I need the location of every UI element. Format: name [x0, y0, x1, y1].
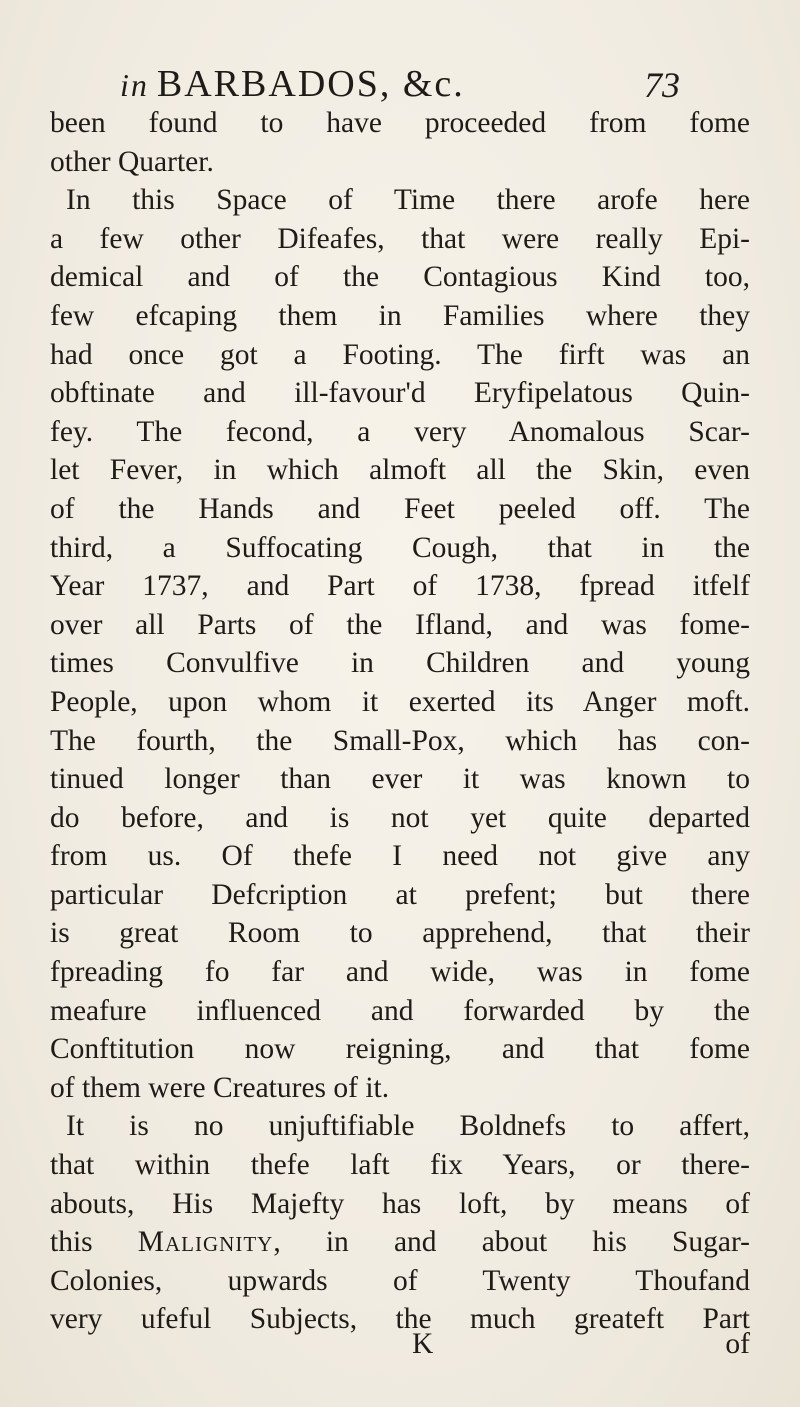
text-line: third, a Suffocating Cough, that in the	[50, 531, 750, 564]
running-head-text: BARBADOS, &c.	[156, 63, 465, 105]
text-line: abouts, His Majefty has loft, by means of	[50, 1187, 750, 1220]
text-line: meafure influenced and forwarded by the	[50, 994, 750, 1027]
text-line: Colonies, upwards of Twenty Thoufand	[50, 1264, 750, 1297]
text-line: The fourth, the Small-Pox, which has con-	[50, 724, 750, 757]
body-text	[50, 104, 750, 1339]
catchword: of	[725, 1328, 750, 1360]
text-line: times Convulfive in Children and young	[50, 647, 750, 680]
text-line-malignity	[50, 1223, 750, 1262]
text-line: fey. The fecond, a very Anomalous Scar-	[50, 415, 750, 448]
text-line: obftinate and ill-favour'd Eryfipelatous Quin-	[50, 377, 750, 410]
emphasis-malignity: Malignity	[137, 1226, 274, 1259]
page-number: 73	[644, 65, 680, 105]
text-line: It is no unjuftifiable Boldnefs to affert,	[66, 1110, 750, 1143]
signature-mark: K	[412, 1328, 434, 1360]
text-line: over all Parts of the Ifland, and was fome-	[50, 608, 750, 641]
text-line: fpreading fo far and wide, was in fome	[50, 956, 750, 989]
text-fragment: this	[50, 1226, 93, 1259]
text-line: had once got a Footing. The firft was an	[50, 338, 750, 371]
running-head-prefix: in	[120, 67, 149, 103]
text-line: few efcaping them in Families where they	[50, 299, 750, 332]
text-line: of the Hands and Feet peeled off. The	[50, 492, 750, 525]
text-line: demical and of the Contagious Kind too,	[50, 261, 750, 294]
text-line: that within thefe laft fix Years, or there-	[50, 1149, 750, 1182]
text-fragment: , in and about his Sugar-	[273, 1226, 751, 1259]
text-line: do before, and is not yet quite departed	[50, 801, 750, 834]
text-line: People, upon whom it exerted its Anger moft.	[50, 685, 750, 718]
text-line: let Fever, in which almoft all the Skin, even	[50, 454, 750, 487]
text-line: been found to have proceeded from fome	[50, 107, 750, 139]
text-line: very ufeful Subjects, the much greateft Part	[50, 1303, 750, 1336]
text-line: is great Room to apprehend, that their	[50, 917, 750, 950]
running-head-title	[120, 62, 465, 106]
text-line: of them were Creatures of it.	[50, 1071, 390, 1104]
page-footer	[50, 1328, 750, 1368]
text-line: other Quarter.	[50, 145, 214, 178]
text-line: In this Space of Time there arofe here	[66, 184, 750, 217]
text-line: a few other Difeafes, that were really Epi-	[50, 222, 750, 255]
text-line: Year 1737, and Part of 1738, fpread itfelf	[50, 570, 750, 603]
text-line: from us. Of thefe I need not give any	[50, 840, 750, 873]
text-line: Conftitution now reigning, and that fome	[50, 1033, 750, 1066]
text-line: tinued longer than ever it was known to	[50, 763, 750, 796]
text-line: particular Defcription at prefent; but there	[50, 878, 750, 911]
